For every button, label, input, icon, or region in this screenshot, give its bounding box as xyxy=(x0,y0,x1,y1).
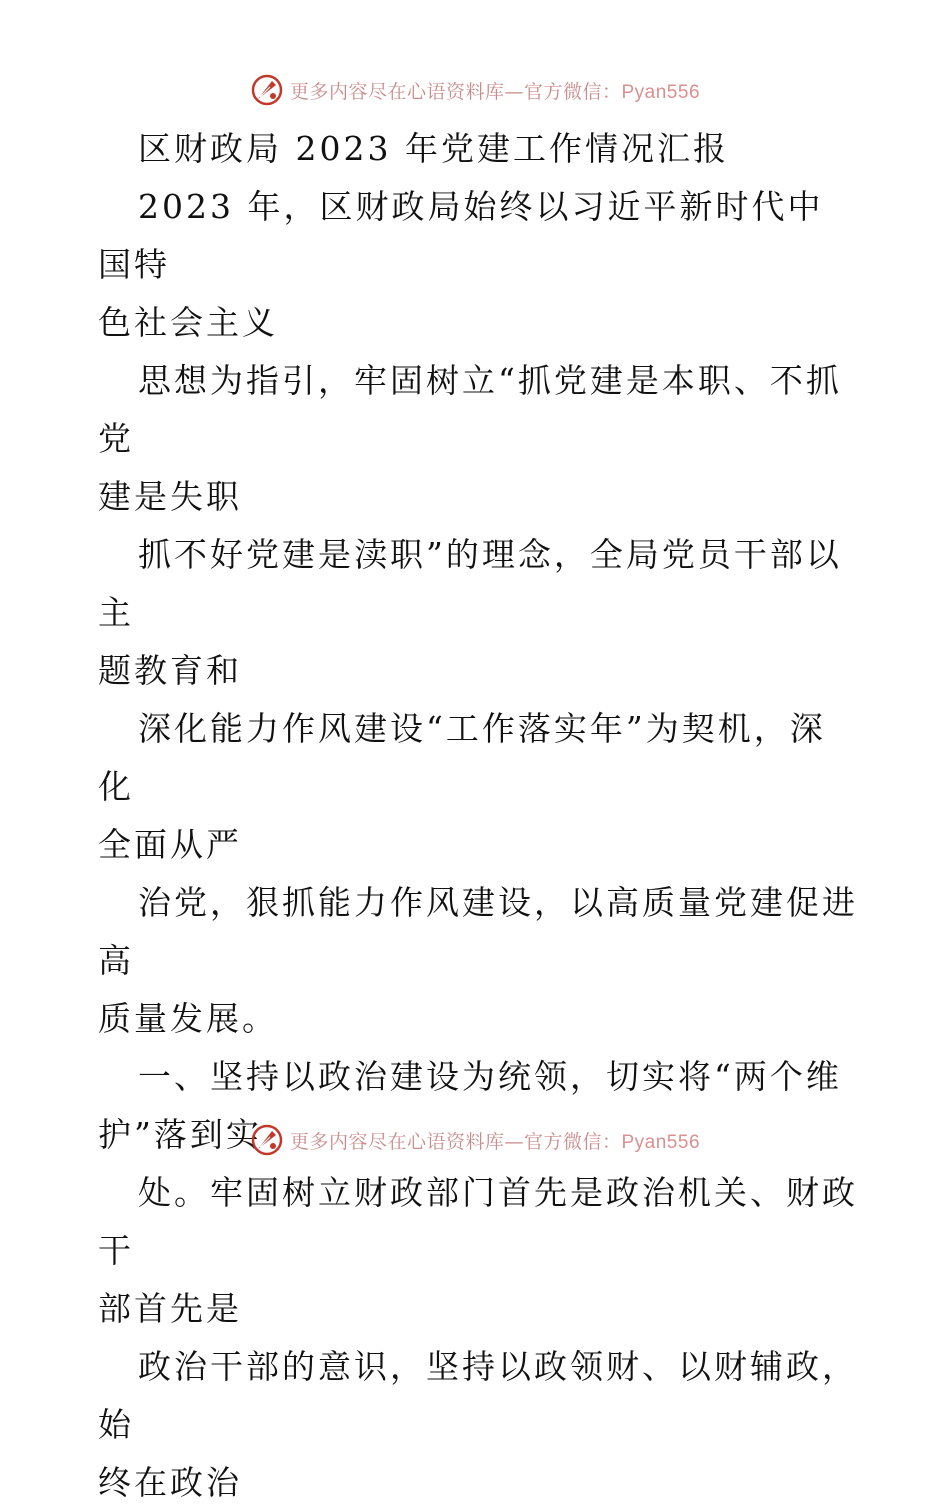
banner-text xyxy=(290,77,700,104)
footer-banner xyxy=(0,1120,950,1160)
document-line: 质量发展。 xyxy=(98,999,278,1038)
document-line: 终在政治 xyxy=(98,1463,242,1502)
document-line: 2023 年，区财政局始终以习近平新时代中国特 xyxy=(98,187,824,284)
document-line: 深化能力作风建设“工作落实年”为契机，深化 xyxy=(98,709,826,806)
document-line: 题教育和 xyxy=(98,651,242,690)
header-banner xyxy=(0,70,950,110)
document-line: 护”落到实 xyxy=(98,1115,262,1154)
document-line: 色社会主义 xyxy=(98,303,278,342)
banner-message: 更多内容尽在心语资料库—官方微信： xyxy=(289,1130,622,1153)
banner-message: 更多内容尽在心语资料库—官方微信： xyxy=(289,80,622,103)
document-line: 建是失职 xyxy=(98,477,242,516)
banner-text xyxy=(290,1127,700,1154)
document-line: 一、坚持以政治建设为统领，切实将“两个维 xyxy=(138,1057,842,1096)
document-line: 思想为指引，牢固树立“抓党建是本职、不抓党 xyxy=(98,361,842,458)
document-title: 区财政局 2023 年党建工作情况汇报 xyxy=(138,129,729,168)
document-body xyxy=(98,120,858,1512)
document-line: 全面从严 xyxy=(98,825,242,864)
feather-pen-logo-icon xyxy=(250,73,284,107)
document-line: 处。牢固树立财政部门首先是政治机关、财政干 xyxy=(98,1173,858,1270)
document-line: 部首先是 xyxy=(98,1289,242,1328)
banner-wechat-id: Pyan556 xyxy=(621,1131,701,1153)
document-line: 治党，狠抓能力作风建设，以高质量党建促进高 xyxy=(98,883,858,980)
document-line: 抓不好党建是渎职”的理念，全局党员干部以主 xyxy=(98,535,842,632)
feather-pen-logo-icon xyxy=(250,1123,284,1157)
banner-wechat-id: Pyan556 xyxy=(621,81,701,103)
document-line: 政治干部的意识，坚持以政领财、以财辅政，始 xyxy=(98,1347,858,1444)
document-paragraphs xyxy=(98,178,858,1512)
